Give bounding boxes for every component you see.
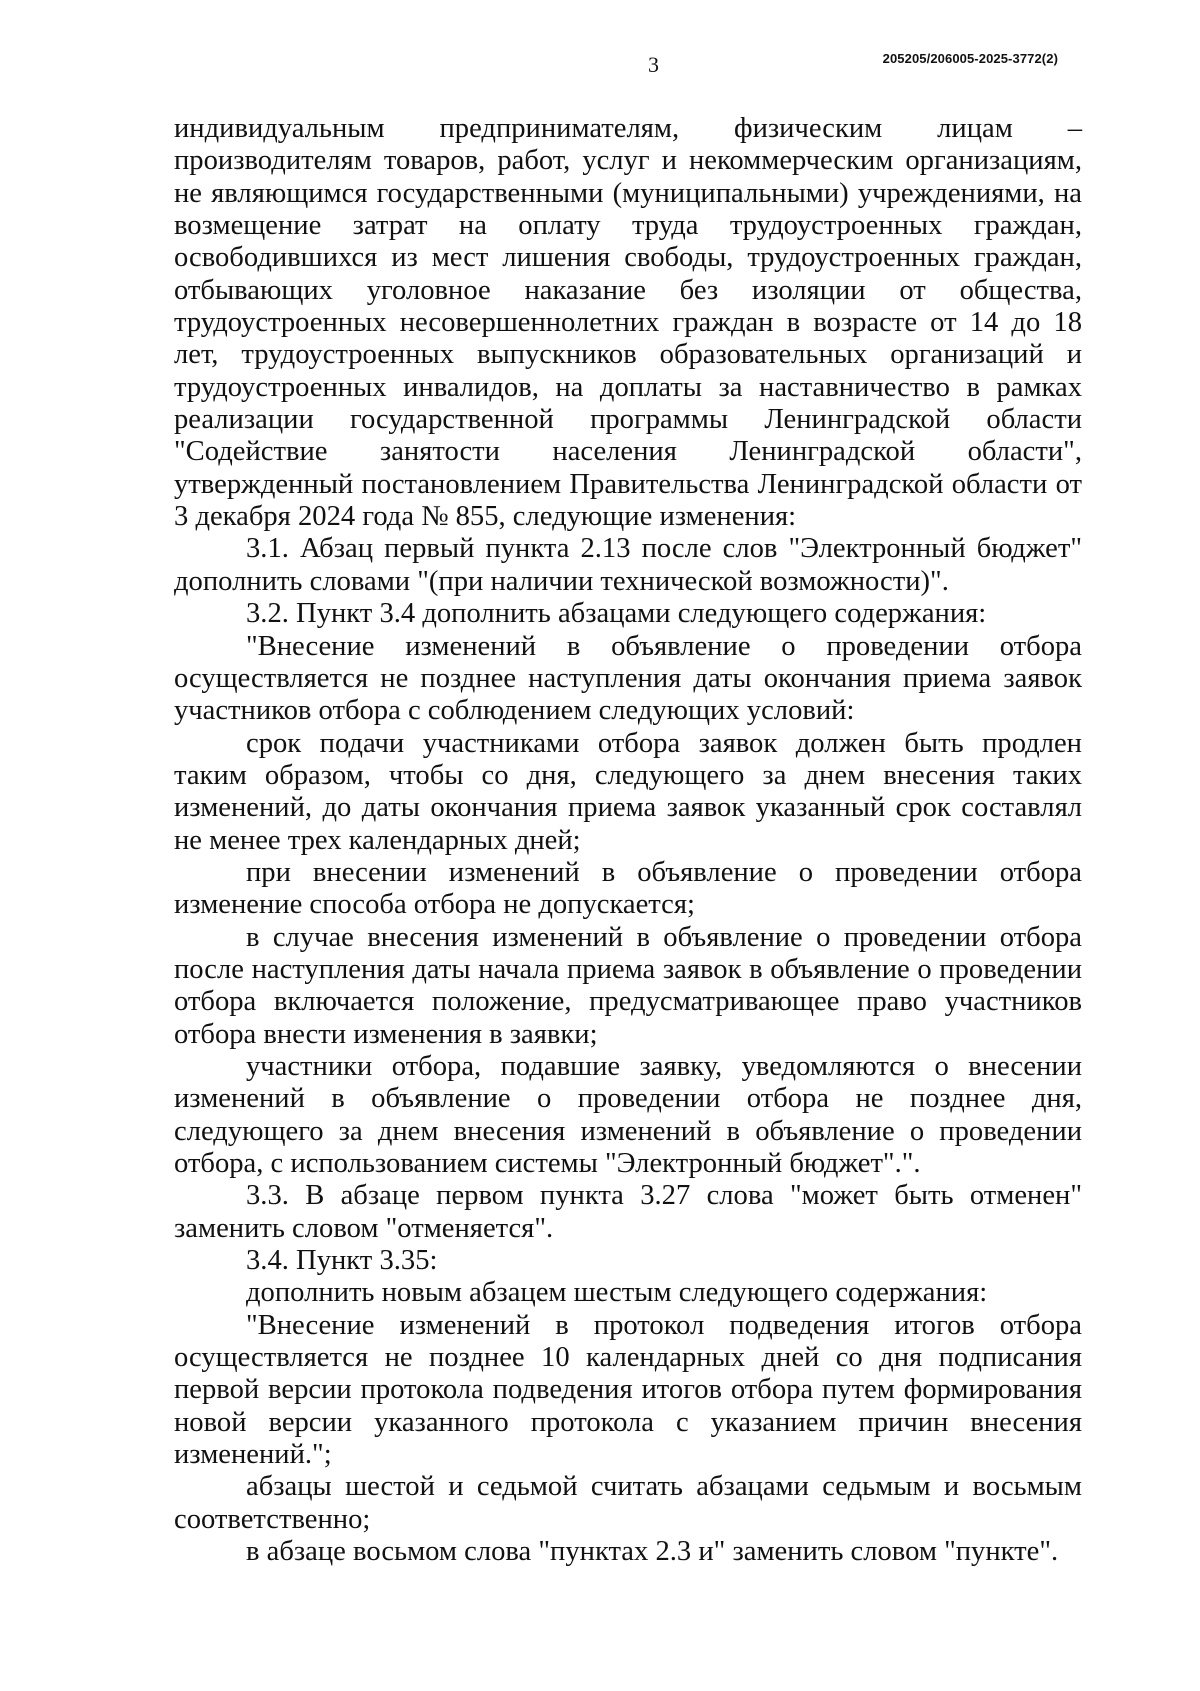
document-id: 205205/206005-2025-3772(2)	[882, 51, 1058, 66]
paragraph-new-sixth: дополнить новым абзацем шестым следующего содержания:	[246, 1277, 988, 1309]
paragraph-3-4: 3.4. Пункт 3.35:	[246, 1245, 438, 1277]
paragraph-intro: индивидуальным предпринимателям, физическим лицам – производителям товаров, работ, услуг и некоммерческим организациям, не являющимся государственными (муниципальными) учреждениями, на возмещение затрат на оплату труда трудоустроенных граждан, освободившихся из мест лишения свободы, трудоустроенных граждан, отбывающих уголовное наказание без изоляции от общества, трудоустроенных несовершеннолетних граждан в возрасте от 14 до 18 лет, трудоустроенных выпускников образовательных организаций и трудоустроенных инвалидов, на доплаты за наставничество в рамках реализации государственной программы Ленинградской области "Содействие занятости населения Ленинградской области", утвержденный постановлением Правительства Ленинградской области от 3 декабря 2024 года № 855, следующие изменения:	[174, 113, 1082, 533]
paragraph-3-3: 3.3. В абзаце первом пункта 3.27 слова "может быть отменен" заменить словом "отменяется".	[174, 1180, 1082, 1244]
paragraph-notification: участники отбора, подавшие заявку, уведомляются о внесении изменений в объявление о проведении отбора не позднее дня, следующего за днем внесения изменений в объявление о проведении отбора, с использованием системы "Электронный бюджет".".	[174, 1050, 1082, 1179]
paragraph-3-2: 3.2. Пункт 3.4 дополнить абзацами следующего содержания:	[246, 598, 987, 630]
paragraph-method: при внесении изменений в объявление о проведении отбора изменение способа отбора не допускается;	[174, 856, 1082, 921]
document-body	[174, 113, 1082, 1568]
paragraph-eighth: в абзаце восьмом слова "пунктах 2.3 и" заменить словом "пункте".	[246, 1536, 1059, 1568]
paragraph-protocol-quote: "Внесение изменений в протокол подведения итогов отбора осуществляется не позднее 10 календарных дней со дня подписания первой версии протокола подведения итогов отбора путем формирования новой версии указанного протокола с указанием причин внесения изменений.";	[174, 1309, 1082, 1471]
paragraph-changes-after-start: в случае внесения изменений в объявление о проведении отбора после наступления даты начала приема заявок в объявление о проведении отбора включается положение, предусматривающее право участников отбора внести изменения в заявки;	[174, 921, 1082, 1050]
page-number: 3	[648, 52, 659, 77]
paragraph-3-1: 3.1. Абзац первый пункта 2.13 после слов "Электронный бюджет" дополнить словами "(при наличии технической возможности)".	[174, 533, 1082, 597]
paragraph-quote-start: "Внесение изменений в объявление о проведении отбора осуществляется не позднее наступления даты окончания приема заявок участников отбора с соблюдением следующих условий:	[174, 630, 1082, 727]
paragraph-renumber: абзацы шестой и седьмой считать абзацами седьмым и восьмым соответственно;	[174, 1471, 1082, 1535]
paragraph-deadline: срок подачи участниками отбора заявок должен быть продлен таким образом, чтобы со дня, следующего за днем внесения таких изменений, до даты окончания приема заявок указанный срок составлял не менее трех календарных дней;	[174, 727, 1082, 856]
